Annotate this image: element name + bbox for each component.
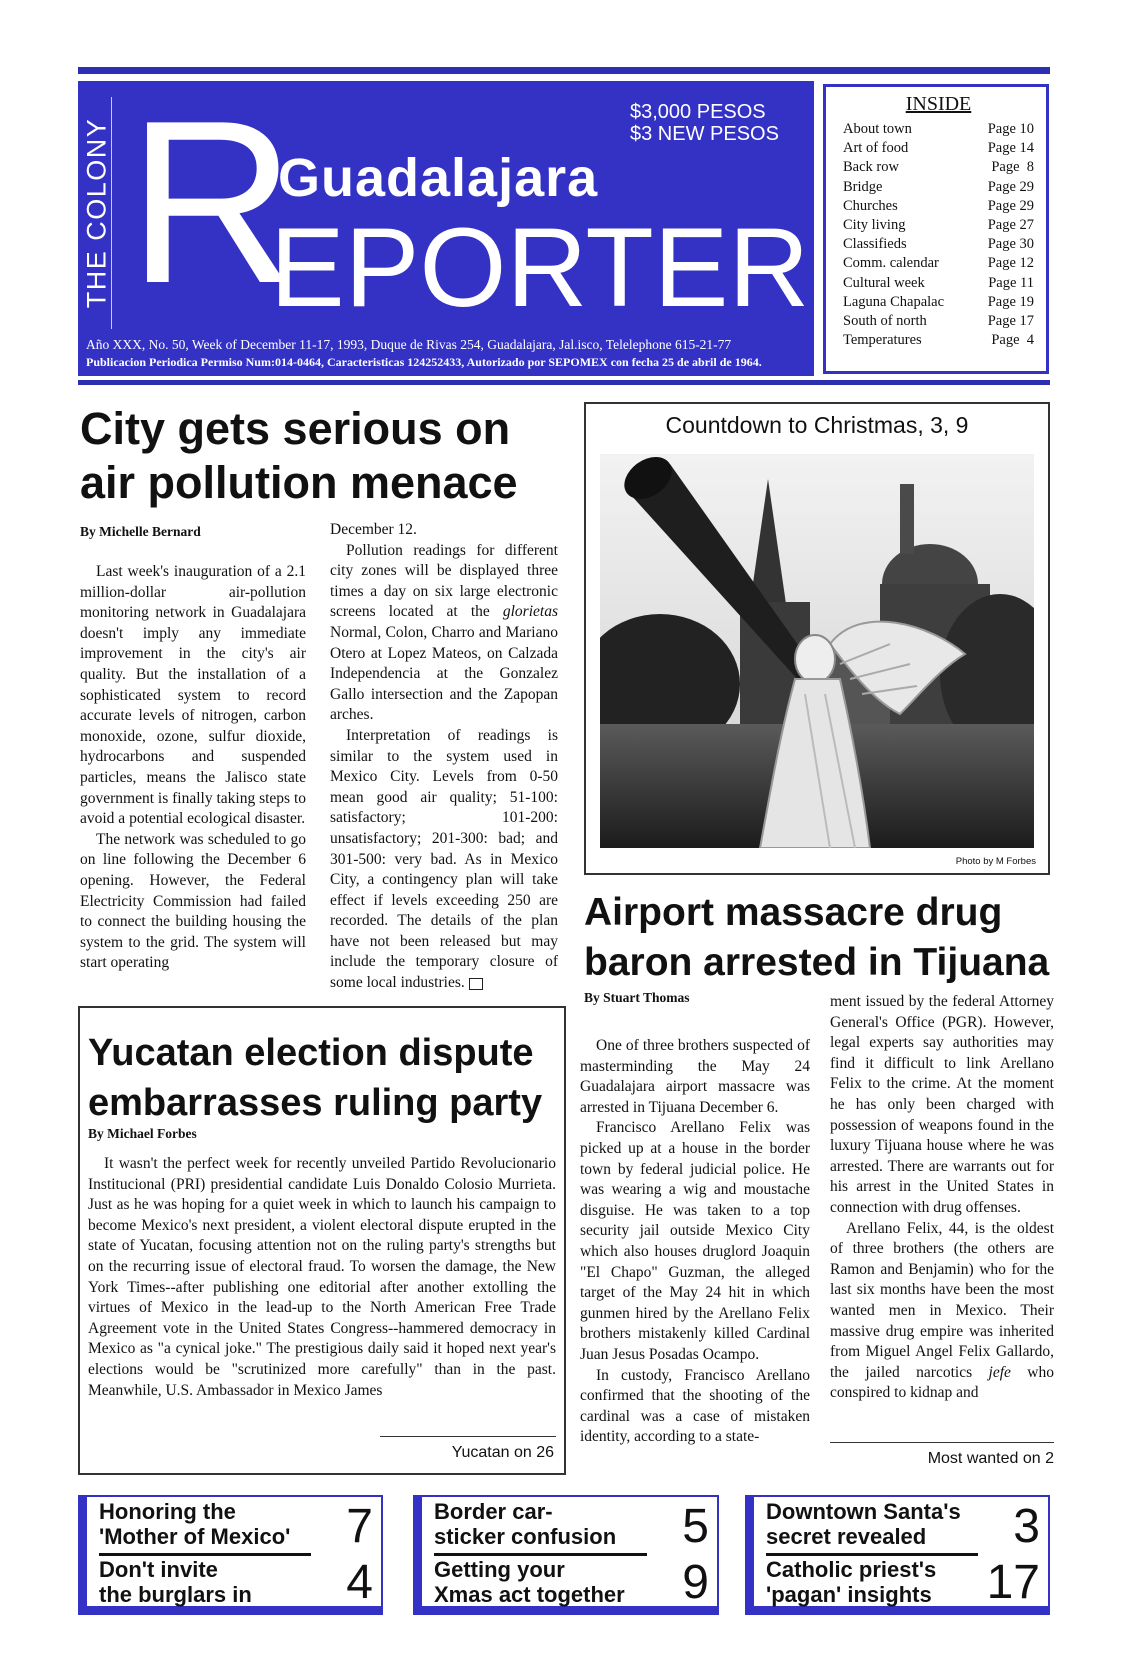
inside-item[interactable] bbox=[843, 139, 1034, 158]
teaser-page-number: 9 bbox=[682, 1556, 709, 1609]
end-mark-icon bbox=[469, 978, 483, 990]
inside-item[interactable] bbox=[843, 216, 1034, 235]
inside-item-label: Temperatures bbox=[843, 332, 922, 349]
masthead-rule bbox=[78, 380, 1050, 385]
inside-item[interactable] bbox=[843, 331, 1034, 350]
inside-item[interactable] bbox=[843, 312, 1034, 331]
teaser-divider bbox=[766, 1553, 978, 1556]
inside-item-page: Page 4 bbox=[991, 332, 1034, 349]
inside-item-label: City living bbox=[843, 217, 906, 234]
airport-headline-line1: Airport massacre drug bbox=[584, 891, 1003, 934]
inside-item-page: Page 17 bbox=[987, 313, 1034, 330]
teaser-mother-of-mexico[interactable]: Honoring the 'Mother of Mexico' bbox=[99, 1499, 291, 1549]
teaser-page-number: 3 bbox=[1013, 1500, 1040, 1553]
inside-item[interactable] bbox=[843, 274, 1034, 293]
masthead-r: R bbox=[128, 81, 292, 332]
inside-item-label: Laguna Chapalac bbox=[843, 293, 945, 310]
masthead-eporter: EPORTER bbox=[270, 205, 810, 330]
photo-credit: Photo by M Forbes bbox=[955, 856, 1036, 867]
inside-item-page: Page 10 bbox=[987, 121, 1034, 137]
pollution-col1 bbox=[80, 562, 306, 974]
pollution-headline[interactable] bbox=[80, 402, 580, 510]
airport-para: Arellano Felix, 44, is the oldest of three brothers (the others are Ramon and Benjamin) who for the last six months have been the most wanted men in Mexico. Their massive drug empire was inherited from Miguel Angel Felix Gallardo, the jailed narcotics jefe who conspired to kidnap and bbox=[830, 1219, 1055, 1402]
inside-index bbox=[823, 84, 1049, 374]
pollution-para: Last week's inauguration of a 2.1 million-dollar air-pollution monitoring network in Guadalajara doesn't imply any immediate improvement in the city's air quality. But the installation of a sophisticated system to record accurate levels of nitrogen, carbon monoxide, ozone, sulfur dioxide, hydrocarbons and suspended particles, means the Jalisco state government is finally taking steps to avoid a potential ecological disaster. bbox=[80, 563, 307, 828]
inside-item-page: Page 8 bbox=[991, 159, 1034, 176]
teaser-box-3 bbox=[745, 1495, 1050, 1615]
yucatan-jump-rule bbox=[380, 1436, 556, 1437]
teaser-page-number: 7 bbox=[346, 1500, 373, 1553]
masthead-guadalajara: Guadalajara bbox=[278, 148, 599, 208]
inside-item-label: Comm. calendar bbox=[843, 255, 939, 272]
colony-label: THE COLONY bbox=[82, 97, 112, 329]
airport-para: Francisco Arellano Felix was picked up at a house in the border town by federal judicial police. He was wearing a wig and moustache disguise. He was taken to a top security jail outside Mexico City which also houses druglord Joaquin "El Chapo" Guzman, the alleged target of the May 24 hit in which gunmen hired by the Arellano Felix brothers mistakenly killed Cardinal Juan Jesus Posadas Ocampo. bbox=[580, 1119, 810, 1363]
airport-headline[interactable] bbox=[584, 888, 1054, 988]
pollution-para: Pollution readings for different city zones will be displayed three times a day on six large electronic screens located at the glorietas Normal, Colon, Charro and Mariano Otero at Lopez Mateos, on Calzada Independencia at the Gonzalez Gallo intersection and the Zapopan arches. bbox=[330, 541, 558, 724]
yucatan-body bbox=[88, 1154, 556, 1401]
pollution-headline-line1: City gets serious on bbox=[80, 403, 511, 454]
teaser-page-number: 17 bbox=[986, 1556, 1040, 1609]
airport-headline-line2: baron arrested in Tijuana bbox=[584, 941, 1050, 984]
teaser-downtown-santa[interactable]: Downtown Santa's secret revealed bbox=[766, 1499, 961, 1549]
inside-item-page: Page 29 bbox=[987, 178, 1034, 195]
inside-item-label: About town bbox=[843, 121, 912, 137]
inside-item-label: Back row bbox=[843, 159, 899, 176]
pollution-headline-line2: air pollution menace bbox=[80, 457, 518, 508]
price-new-pesos: $3 NEW PESOS bbox=[630, 123, 779, 145]
yucatan-jump[interactable]: Yucatan on 26 bbox=[451, 1444, 554, 1461]
yucatan-headline-line1: Yucatan election dispute bbox=[88, 1032, 534, 1074]
inside-item-label: South of north bbox=[843, 313, 927, 330]
inside-item[interactable] bbox=[843, 293, 1034, 312]
inside-item-page: Page 12 bbox=[987, 255, 1034, 272]
inside-item-page: Page 29 bbox=[987, 197, 1034, 214]
inside-title: INSIDE bbox=[905, 93, 972, 115]
teaser-page-number: 5 bbox=[682, 1500, 709, 1553]
airport-para: In custody, Francisco Arellano confirmed that the shooting of the cardinal was a case of mistaken identity, according to a state- bbox=[580, 1366, 810, 1446]
top-rule bbox=[78, 67, 1050, 74]
inside-item[interactable] bbox=[843, 254, 1034, 273]
photo-caption[interactable]: Countdown to Christmas, 3, 9 bbox=[665, 412, 969, 438]
teaser-box-1 bbox=[78, 1495, 383, 1615]
teaser-burglars[interactable]: Don't invite the burglars in bbox=[99, 1557, 252, 1607]
inside-item[interactable] bbox=[843, 158, 1034, 177]
inside-item[interactable] bbox=[843, 197, 1034, 216]
inside-item-label: Cultural week bbox=[843, 274, 925, 291]
teaser-divider bbox=[434, 1553, 647, 1556]
airport-jump[interactable]: Most wanted on 2 bbox=[927, 1450, 1054, 1467]
teaser-xmas-act[interactable]: Getting your Xmas act together bbox=[434, 1557, 625, 1607]
teaser-page-number: 4 bbox=[346, 1556, 373, 1609]
inside-item-page: Page 19 bbox=[987, 293, 1034, 310]
inside-item[interactable] bbox=[843, 120, 1034, 139]
airport-col2 bbox=[830, 992, 1054, 1404]
inside-item-page: Page 11 bbox=[988, 274, 1034, 291]
inside-item-label: Bridge bbox=[843, 178, 883, 195]
inside-item-page: Page 30 bbox=[987, 236, 1034, 253]
issue-line: Año XXX, No. 50, Week of December 11-17, 1993, Duque de Rivas 254, Guadalajara, Jal.isco, Telelephone 615-21-77 bbox=[86, 337, 732, 352]
yucatan-byline: By Michael Forbes bbox=[88, 1126, 197, 1141]
photo-box bbox=[584, 402, 1050, 875]
airport-para: One of three brothers suspected of masterminding the May 24 Guadalajara airport massacre was arrested in Tijuana December 6. bbox=[580, 1037, 810, 1116]
airport-byline: By Stuart Thomas bbox=[584, 990, 690, 1005]
teaser-car-sticker[interactable]: Border car- sticker confusion bbox=[434, 1499, 617, 1549]
teaser-catholic-priest[interactable]: Catholic priest's 'pagan' insights bbox=[766, 1557, 937, 1607]
airport-jump-rule bbox=[830, 1442, 1054, 1443]
pollution-para: December 12. bbox=[330, 521, 417, 538]
permit-line: Publicacion Periodica Permiso Num:014-0464, Caracteristicas 124252433, Autorizado por SEPOMEX con fecha 25 de abril de 1964. bbox=[86, 355, 762, 369]
inside-item-label: Art of food bbox=[843, 140, 909, 157]
pollution-para: The network was scheduled to go on line following the December 6 opening. However, the Federal Electricity Commission had failed to connect the building housing the system to the grid. The system will start operating bbox=[80, 830, 306, 972]
inside-list bbox=[843, 120, 1034, 350]
angel-photo bbox=[600, 454, 1034, 848]
masthead bbox=[78, 81, 814, 376]
yucatan-headline-line2: embarrasses ruling party bbox=[88, 1082, 543, 1124]
yucatan-headline[interactable] bbox=[88, 1028, 558, 1128]
pollution-para: Interpretation of readings is similar to the system used in Mexico City. Levels from 0-50 mean good air quality; 51-100: satisfactory; 101-200: unsatisfactory; 201-300: bad; and 301-500: very bad. As in Mexico City, a contingency plan will take effect if levels exceeding 250 are recorded. The details of the plan have not been released but may include the temporary closure of some local industries. bbox=[330, 726, 558, 992]
inside-item-label: Classifieds bbox=[843, 236, 907, 253]
pollution-col2 bbox=[330, 520, 558, 994]
airport-para: ment issued by the federal Attorney General's Office (PGR). However, legal experts say authorities may find it difficult to link Arellano Felix to the crime. At the moment he has only been charged with possession of weapons found in the luxury Tijuana house where he was arrested. There are warrants out for his arrest in the United States in connection with drug offenses. bbox=[830, 993, 1054, 1216]
teaser-divider bbox=[99, 1553, 311, 1556]
inside-item[interactable] bbox=[843, 235, 1034, 254]
yucatan-box bbox=[78, 1006, 566, 1475]
inside-item-label: Churches bbox=[843, 197, 898, 214]
price-pesos: $3,000 PESOS bbox=[630, 101, 766, 123]
pollution-byline: By Michelle Bernard bbox=[80, 524, 201, 539]
inside-item-page: Page 27 bbox=[987, 217, 1034, 234]
teaser-box-2 bbox=[413, 1495, 719, 1615]
airport-col1 bbox=[580, 1036, 810, 1448]
inside-item-page: Page 14 bbox=[987, 140, 1034, 157]
inside-item[interactable] bbox=[843, 178, 1034, 197]
yucatan-para: It wasn't the perfect week for recently unveiled Partido Revolucionario Institucional (PRI) presidential candidate Luis Donaldo Colosio Murrieta. Just as he was hoping for a quiet week in which to launch his campaign to become Mexico's next president, a violent electoral dispute erupted in the state of Yucatan, focusing attention not on the ruling party's strengths but on the recurring issue of electoral fraud. To worsen the damage, the New York Times--after publishing one editorial after another extolling the virtues of Mexico in the lead-up to the North American Free Trade Agreement vote in the United States Congress--hammered democracy in Mexico as "a cynical joke." The prestigious daily said it hoped next year's elections would be "scrutinized more carefully" than in the past. Meanwhile, U.S. Ambassador in Mexico James bbox=[88, 1155, 556, 1399]
price bbox=[630, 101, 779, 145]
